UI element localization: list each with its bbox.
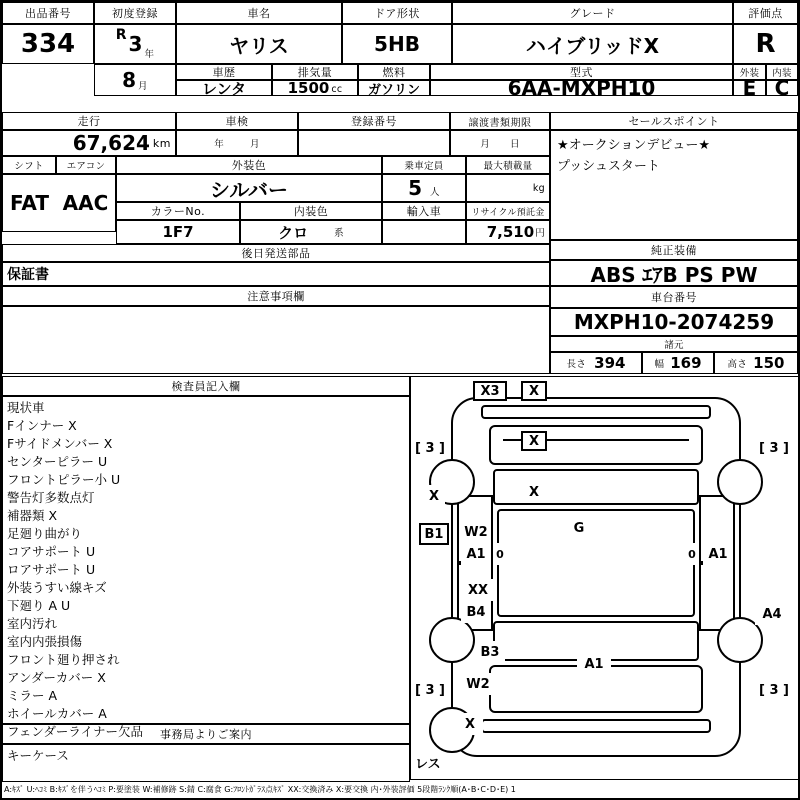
lot-number-value: 334 (2, 24, 94, 64)
displacement-value (272, 80, 358, 96)
mark-b3: B3 (475, 641, 505, 663)
tire-depth-rear-left: [ 3 ] (415, 683, 445, 698)
mark-a1-front-right: A1 (703, 543, 733, 565)
registration-number-value (298, 130, 450, 156)
inspector-item: 補器類 X (7, 508, 58, 523)
aircon-label: エアコン (56, 156, 116, 174)
mark-w2-rear: W2 (461, 673, 495, 695)
aircon-value: AAC (56, 174, 116, 232)
month-unit: 月 (138, 81, 148, 92)
fuel-label: 燃料 (358, 64, 430, 80)
mileage-unit: km (152, 136, 171, 150)
tire-depth-rear-right: [ 3 ] (759, 683, 789, 698)
import-value (382, 220, 466, 244)
sales-point-item: プッシュスタート (557, 159, 660, 174)
first-registration-month (94, 64, 176, 96)
inspector-item: ロアサポート U (7, 562, 96, 577)
notes-label: 注意事項欄 (2, 286, 550, 306)
max-load-label: 最大積載量 (466, 156, 550, 174)
mileage-value (2, 130, 176, 156)
grade-label: グレード (452, 2, 733, 24)
score-value: R (733, 24, 798, 64)
month-value: 8 (122, 68, 137, 92)
displacement-unit: cc (331, 84, 343, 95)
inspector-item: ホイールカバー A (7, 706, 107, 721)
height-label: 高さ (727, 359, 748, 370)
width-cell (642, 352, 714, 374)
exterior-color-value: シルバー (116, 174, 382, 202)
first-registration-label: 初度登録 (94, 2, 176, 24)
displacement-number: 1500 (287, 79, 330, 97)
seats-value (382, 174, 466, 202)
inspector-item: 室内汚れ (7, 616, 58, 631)
sales-point-label: セールスポイント (550, 112, 798, 130)
mark-top-x: X (521, 381, 547, 401)
inspector-item: フェンダーライナー欠品 (7, 724, 144, 739)
exterior-score-label: 外装 (733, 64, 766, 80)
spare-tire-label: レス (415, 757, 441, 772)
inspector-item: 下廻り A U (7, 598, 71, 613)
shaken-year-unit: 年 (214, 139, 224, 150)
roof-panel (497, 509, 695, 617)
interior-color-suffix: 系 (334, 228, 344, 239)
mark-xx: XX (461, 579, 495, 601)
width-label: 幅 (654, 359, 665, 370)
mark-x3: X3 (473, 381, 507, 401)
exterior-score-value: E (733, 80, 766, 96)
mark-zero-left: 0 (493, 543, 507, 565)
length-label: 長さ (566, 359, 587, 370)
mark-x-rear: X (457, 713, 483, 735)
door-shape-label: ドア形状 (342, 2, 452, 24)
height-cell (714, 352, 798, 374)
max-load-unit: kg (532, 182, 545, 194)
tire-depth-front-left: [ 3 ] (415, 441, 445, 456)
year-value: 3 (128, 32, 143, 56)
year-unit: 年 (144, 49, 155, 60)
legend-footnote: A:ｷｽﾞ U:ﾍｺﾐ B:ｷｽﾞを伴うﾍｺﾐ P:要塗装 W:補修跡 S:錆 C:腐食 G:ﾌﾛﾝﾄｶﾞﾗｽ点ｷｽﾞ XX:交換済み X:要交換 内･外装評価 5段階ﾗﾝｸ順(A･B･C･D･E) 1 (4, 785, 516, 794)
recycle-deposit-label: リサイクル預託金 (466, 202, 550, 220)
damage-diagram (410, 376, 800, 780)
mark-w2-front: W2 (461, 521, 491, 543)
recycle-deposit-value (466, 220, 550, 244)
recycle-unit: 円 (535, 228, 545, 239)
tire-rear-left (429, 617, 475, 663)
genuine-equipment-value: ABS ｴｱB PS PW (550, 260, 798, 286)
model-code-label: 型式 (430, 64, 733, 80)
height-value: 150 (753, 354, 785, 372)
tire-depth-front-right: [ 3 ] (759, 441, 789, 456)
seats-number: 5 (408, 176, 423, 200)
notes-box (2, 306, 550, 374)
inspector-item: 外装うすい線キズ (7, 580, 107, 595)
length-value: 394 (594, 354, 626, 372)
door-shape-value: 5HB (342, 24, 452, 64)
history-label: 車歴 (176, 64, 272, 80)
inspector-item: フロントピラー小 U (7, 472, 121, 487)
chassis-number-value: MXPH10-2074259 (550, 308, 798, 336)
recycle-number: 7,510 (486, 223, 535, 241)
mileage-label: 走行 (2, 112, 176, 130)
spec-label: 諸元 (550, 336, 798, 352)
mark-left-x: X (423, 485, 445, 507)
shift-label: シフト (2, 156, 56, 174)
inspector-item: 警告灯多数点灯 (7, 490, 95, 505)
sales-point-item: ★オークションデビュー★ (557, 138, 711, 153)
fuel-value: ガソリン (358, 80, 430, 96)
car-name-value: ヤリス (176, 24, 342, 64)
front-bumper (481, 405, 711, 419)
inspector-item: 室内内張損傷 (7, 634, 83, 649)
sales-point-box (550, 130, 798, 240)
interior-score-value: C (766, 80, 798, 96)
era-value: R (115, 27, 127, 43)
shaken-month-unit: 月 (250, 139, 260, 150)
mileage-number: 67,624 (72, 131, 150, 155)
tire-front-right (717, 459, 763, 505)
width-value: 169 (670, 354, 702, 372)
mark-center-g: G (566, 517, 592, 539)
shaken-label: 車検 (176, 112, 298, 130)
inspector-item: Fインナー X (7, 418, 77, 433)
color-no-label: カラーNo. (116, 202, 240, 220)
score-label: 評価点 (733, 2, 798, 24)
shift-value: FAT (2, 174, 56, 232)
color-no-value: 1F7 (116, 220, 240, 244)
office-item: キーケース (7, 748, 69, 763)
genuine-equipment-label: 純正装備 (550, 240, 798, 260)
inspector-item: センターピラー U (7, 454, 108, 469)
mark-hood-x: X (521, 431, 547, 451)
interior-color-text: クロ (278, 223, 309, 242)
lot-number-label: 出品番号 (2, 2, 94, 24)
shaken-value (176, 130, 298, 156)
inspector-item: 足廻り曲がり (7, 526, 83, 541)
office-box (2, 744, 410, 782)
inspector-label: 検査員記入欄 (2, 376, 410, 396)
inspector-item: コアサポート U (7, 544, 96, 559)
inspector-item: フロント廻り押され (7, 652, 120, 667)
inspector-list (3, 397, 409, 741)
mark-b4: B4 (461, 601, 491, 623)
inspector-item: アンダーカバー X (7, 670, 106, 685)
transfer-month-unit: 月 (480, 139, 490, 150)
import-label: 輸入車 (382, 202, 466, 220)
transfer-deadline-value (450, 130, 550, 156)
chassis-number-label: 車台番号 (550, 286, 798, 308)
mark-b1: B1 (419, 523, 449, 545)
displacement-label: 排気量 (272, 64, 358, 80)
office-list (3, 745, 409, 765)
inspector-item: ミラー A (7, 688, 58, 703)
grade-value: ハイブリッドX (452, 24, 733, 64)
mark-a1-rear: A1 (577, 653, 611, 675)
sales-point-list (551, 131, 710, 177)
interior-score-label: 内装 (766, 64, 798, 80)
history-value: レンタ (176, 80, 272, 96)
first-registration-value (94, 24, 176, 64)
office-label: 事務局よりご案内 (2, 724, 410, 744)
inspector-item: Fサイドメンバー X (7, 436, 113, 451)
warranty-value: 保証書 (2, 262, 550, 286)
inspector-item: 現状車 (7, 400, 45, 415)
mark-a4: A4 (755, 603, 789, 625)
interior-color-label: 内装色 (240, 202, 382, 220)
exterior-color-label: 外装色 (116, 156, 382, 174)
model-code-value: 6AA-MXPH10 (430, 80, 733, 96)
later-parts-label: 後日発送部品 (2, 244, 550, 262)
mark-roof-x: X (521, 481, 547, 503)
mark-zero-right: 0 (685, 543, 699, 565)
max-load-value (466, 174, 550, 202)
length-cell (550, 352, 642, 374)
transfer-deadline-label: 譲渡書類期限 (450, 112, 550, 130)
registration-number-label: 登録番号 (298, 112, 450, 130)
transfer-day-unit: 日 (510, 139, 520, 150)
interior-color-value (240, 220, 382, 244)
rear-bumper (481, 719, 711, 733)
seats-unit: 人 (430, 187, 440, 198)
car-name-label: 車名 (176, 2, 342, 24)
mark-a1-front-left: A1 (461, 543, 491, 565)
seats-label: 乗車定員 (382, 156, 466, 174)
